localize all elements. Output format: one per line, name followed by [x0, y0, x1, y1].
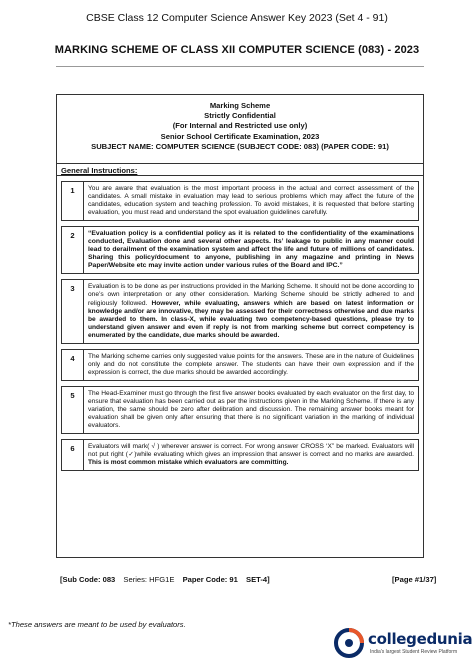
- logo-tagline: India's largest Student Review Platform: [370, 649, 458, 655]
- logo-name: collegedunia: [368, 630, 473, 648]
- marking-scheme-title: MARKING SCHEME OF CLASS XII COMPUTER SCIENCE (083) - 2023: [54, 44, 420, 56]
- instruction-text-emphasis: This is most common mistake which evaluators are committing.: [88, 459, 289, 467]
- footer-sub-code: [Sub Code: 083: [60, 575, 116, 584]
- title-divider: [56, 66, 424, 67]
- instruction-text: The Marking scheme carries only suggested value points for the answers. These are in the nature of Guidelines only and do not constitute the complete answer. The students can have their own expression and if the expression is correct, the due marks should be awarded accordingly.: [88, 352, 414, 376]
- instruction-number: 6: [62, 440, 84, 470]
- instruction-text: The Head-Examiner must go through the first five answer books evaluated by each evaluator on the first day, to ensure that evaluation has been carried out as per the instructions given in the Marking Scheme. If there is any variation, the same should be zero after delibration and discussion. The remaining answer books meant for evaluation shall be given only after ensuring that there is no significant variation in the marking of individual evaluators.: [88, 389, 414, 430]
- footer-page-number: [Page #1/37]: [392, 575, 437, 584]
- instruction-number: 1: [62, 182, 84, 220]
- instruction-text-regular: Evaluation is to be done as per instructions provided in the Marking Scheme. It should not be done according to one’s own interpretation or any other consideration. Marking Scheme should be strictly adhered to and religiously followed.: [88, 283, 414, 307]
- scheme-line-3: (For Internal and Restricted use only): [172, 121, 308, 131]
- instruction-number: 4: [62, 350, 84, 380]
- general-instructions-label: General Instructions:: [57, 163, 423, 176]
- scheme-heading-block: [57, 95, 423, 163]
- instruction-text: You are aware that evaluation is the most important process in the actual and correct assessment of the candidates. A small mistake in evaluation may lead to serious problems which may affect the future of the candidates, education system and teaching profession. To avoid mistakes, it is requested that before starting evaluation, you must read and understand the spot evaluation guidelines carefully.: [88, 185, 414, 217]
- evaluator-note: *These answers are meant to be used by evaluators.: [8, 620, 186, 629]
- instruction-text-emphasis: However, while evaluating, answers which are based on latest information or knowledge and/or are innovative, they may be assessed for their correctness otherwise and due marks be awarded to them. In class-X, while evaluating two competency-based questions, please try to understand given answer and even if reply is not from marking scheme but correct competency is enumerated by the candidate, due marks should be awarded.: [88, 299, 414, 339]
- footer-paper-code: Paper Code: 91: [182, 575, 238, 584]
- scheme-line-2: Strictly Confidential: [204, 111, 276, 121]
- instruction-row: [61, 349, 419, 381]
- scheme-line-1: Marking Scheme: [209, 101, 271, 110]
- scheme-line-5: SUBJECT NAME: COMPUTER SCIENCE (SUBJECT CODE: 083) (PAPER CODE: 91): [91, 141, 389, 151]
- instruction-number: 5: [62, 387, 84, 433]
- footer-series: Series: HFG1E: [123, 575, 175, 584]
- collegedunia-logo: [334, 624, 474, 662]
- instruction-row: [61, 439, 419, 471]
- instruction-number: 3: [62, 280, 84, 342]
- instruction-text: “Evaluation policy is a confidential policy as it is related to the confidentiality of the examinations conducted, Evaluation done and several other aspects. Its’ leakage to public in any manner could lead to derailment of the examination system and affect the life and future of millions of candidates. Sharing this policy/document to anyone, publishing in any magazine and printing in News Paper/Website etc may invite action under various rules of the Board and IPC.”: [88, 230, 414, 270]
- instruction-row: [61, 279, 419, 343]
- document-header: CBSE Class 12 Computer Science Answer Key 2023 (Set 4 - 91): [86, 12, 388, 24]
- footer-codes: [60, 575, 276, 584]
- marking-scheme-frame: [56, 94, 424, 558]
- footer-set: SET-4]: [246, 575, 270, 584]
- instruction-text-regular: Evaluators will mark( √ ) wherever answer is correct. For wrong answer CROSS ‘X” be marked. Evaluators will not put right (✓)while evaluating which gives an impression that answer is correct and no marks are awarded.: [88, 443, 414, 459]
- instruction-number: 2: [62, 227, 84, 273]
- logo-mark-icon: [334, 628, 364, 658]
- instruction-row: [61, 226, 419, 274]
- instruction-row: [61, 386, 419, 434]
- instruction-text: [84, 280, 418, 342]
- instruction-text: [84, 440, 418, 470]
- scheme-line-4: Senior School Certificate Examination, 2023: [160, 131, 320, 141]
- instruction-row: [61, 181, 419, 221]
